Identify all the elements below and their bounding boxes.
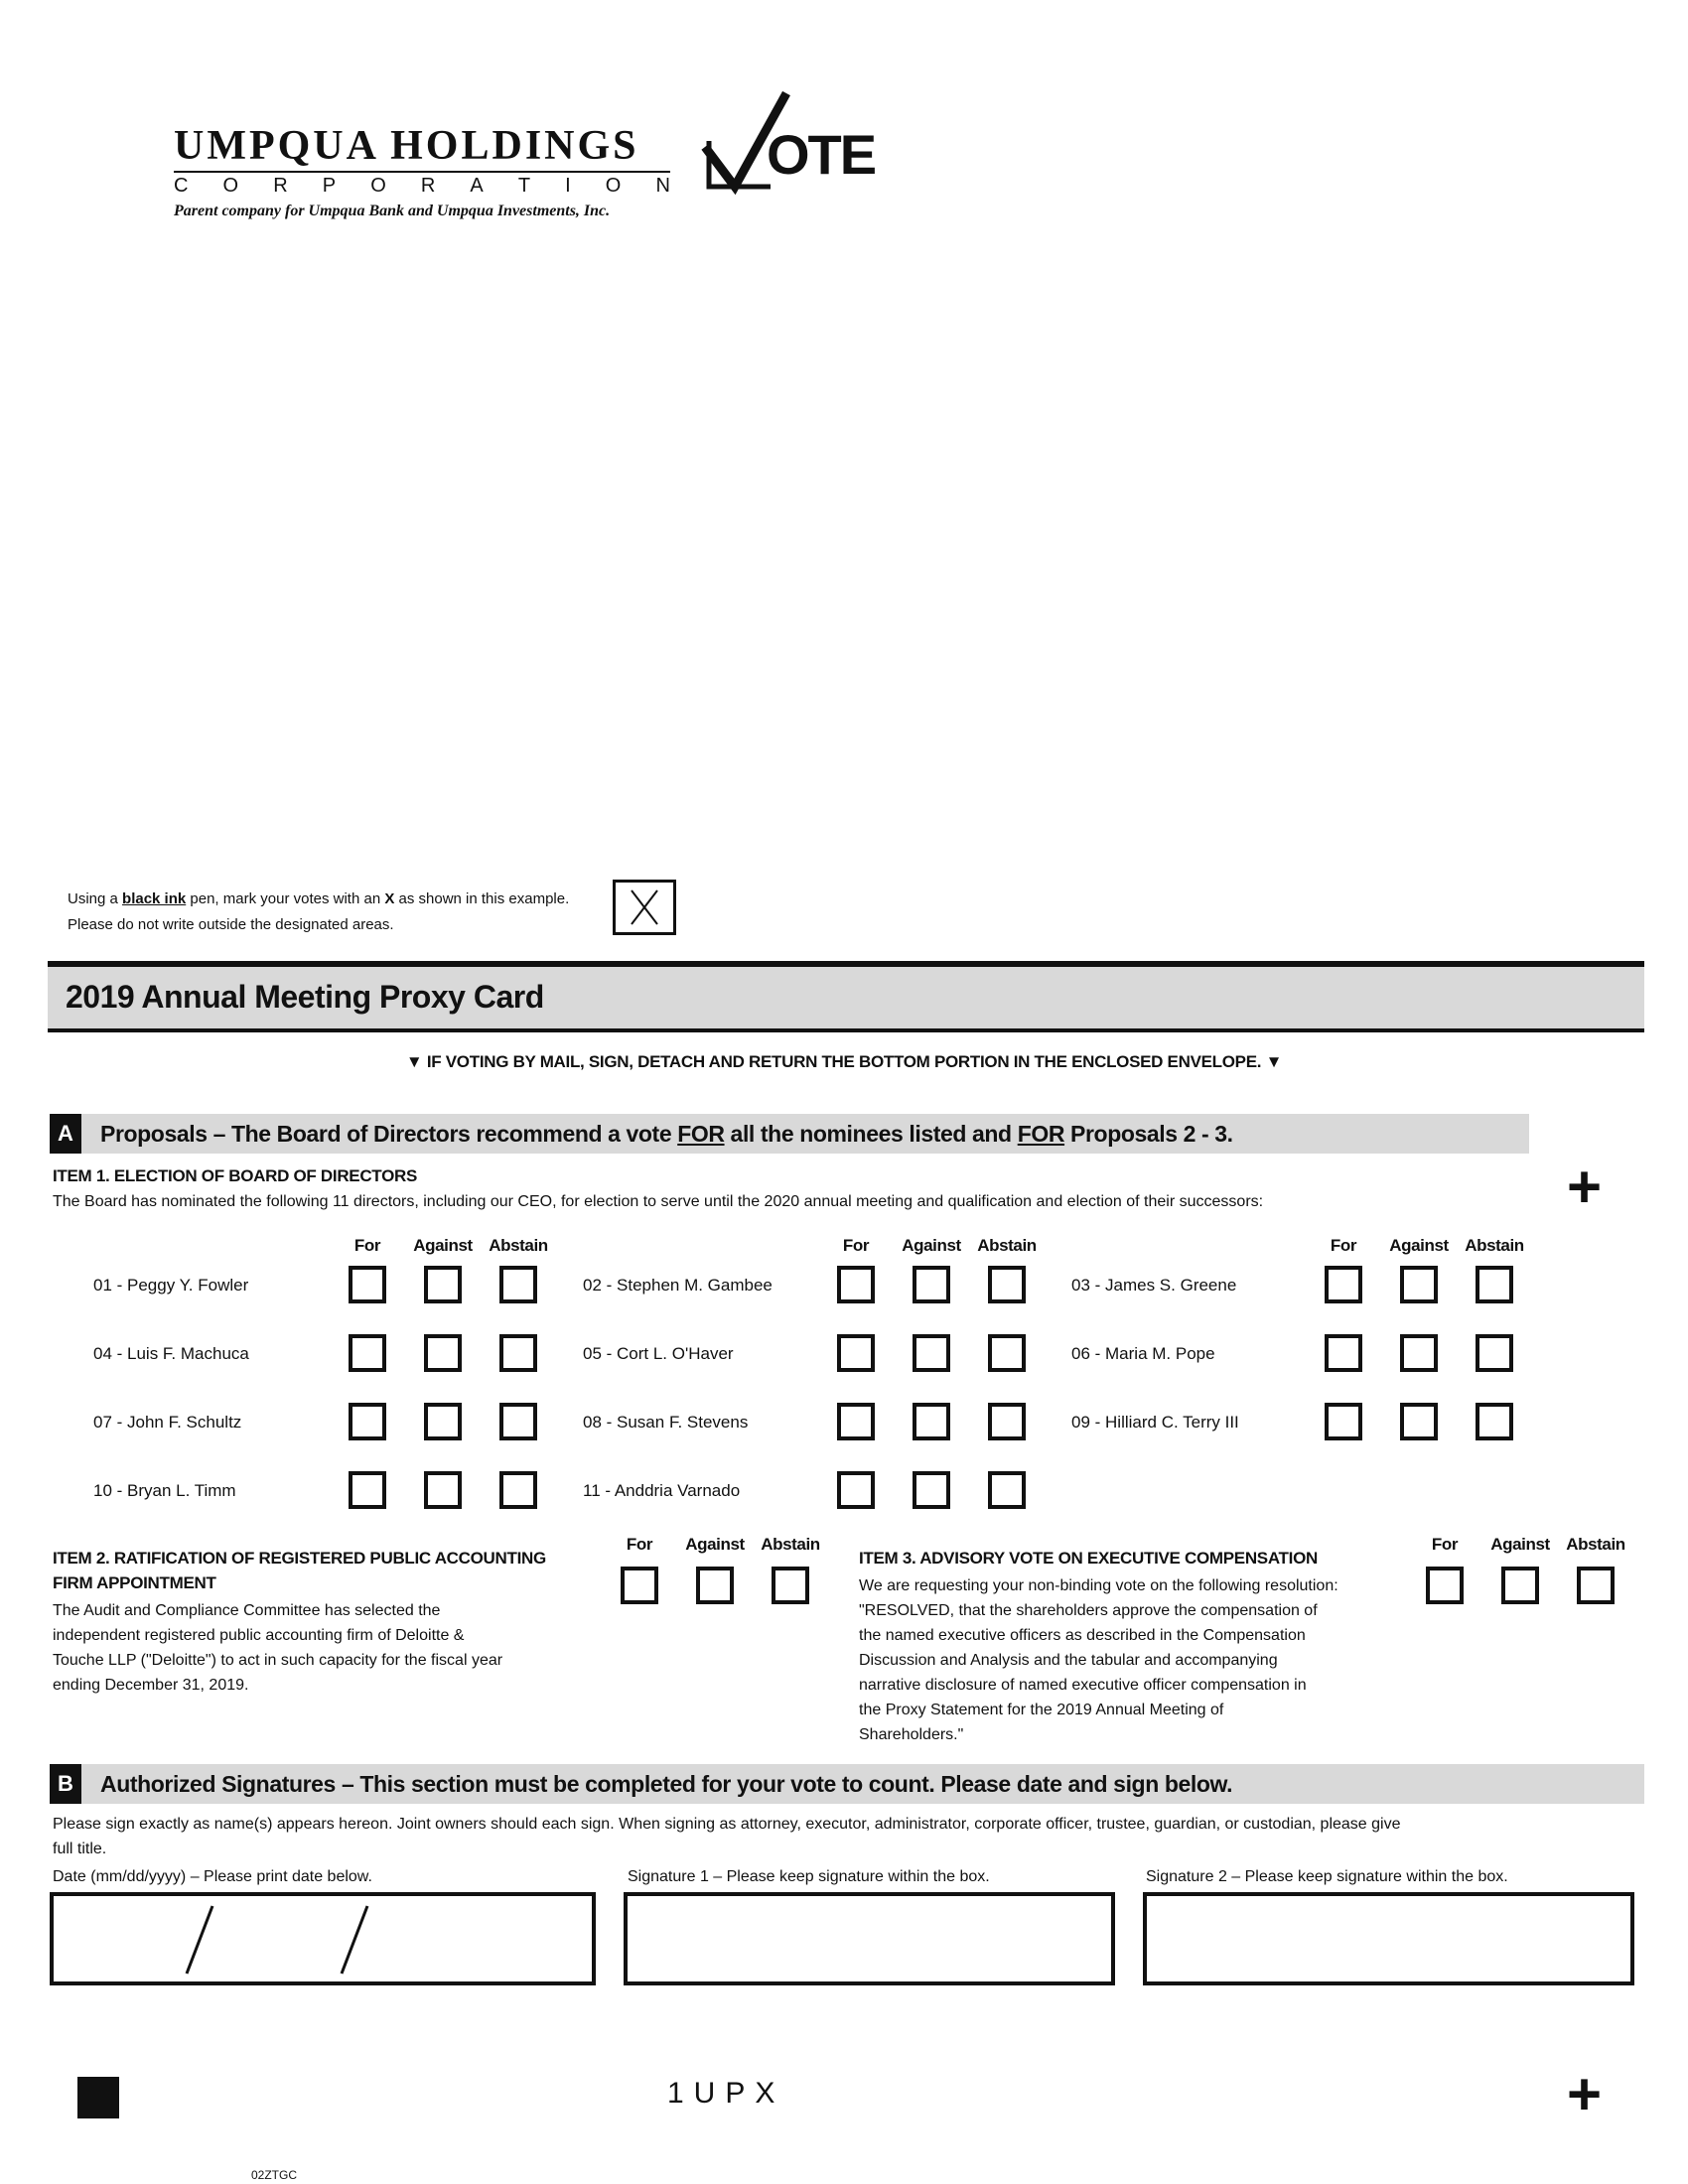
item2-abstain-header: Abstain	[761, 1535, 820, 1554]
nominee-name: 10 - Bryan L. Timm	[93, 1481, 236, 1500]
nominee-against-checkbox[interactable]	[424, 1403, 462, 1440]
nominee-abstain-checkbox[interactable]	[499, 1471, 537, 1509]
item3-line: Discussion and Analysis and the tabular and accompanying	[859, 1652, 1278, 1669]
sec-a-text: all the nominees listed and	[724, 1121, 1018, 1147]
title-bottom-rule	[48, 1028, 1644, 1032]
item2-line: independent registered public accounting firm of Deloitte &	[53, 1627, 465, 1644]
item2-line: ending December 31, 2019.	[53, 1677, 249, 1694]
nominee-for-checkbox[interactable]	[837, 1471, 875, 1509]
logo-tagline: Parent company for Umpqua Bank and Umpqua Investments, Inc.	[174, 203, 611, 219]
sec-a-text: Proposals – The Board of Directors recommend a vote	[100, 1121, 678, 1147]
nominee-abstain-checkbox[interactable]	[1476, 1403, 1513, 1440]
nominee-against-checkbox[interactable]	[913, 1266, 950, 1303]
nominee-abstain-checkbox[interactable]	[1476, 1266, 1513, 1303]
item3-against-header: Against	[1490, 1535, 1550, 1554]
instr-bold: black ink	[122, 890, 187, 907]
registration-square-mark	[77, 2077, 119, 2118]
logo-letter: R	[420, 175, 436, 197]
nominee-for-checkbox[interactable]	[349, 1403, 386, 1440]
signature1-field[interactable]	[624, 1892, 1115, 1985]
nominee-name: 11 - Anddria Varnado	[583, 1481, 741, 1500]
nominee-for-checkbox[interactable]	[837, 1266, 875, 1303]
nominee-name: 04 - Luis F. Machuca	[93, 1344, 249, 1363]
nominee-against-checkbox[interactable]	[424, 1471, 462, 1509]
instr-text: as shown in this example.	[394, 890, 570, 907]
nominee-name: 07 - John F. Schultz	[93, 1413, 242, 1432]
nominee-for-checkbox[interactable]	[837, 1403, 875, 1440]
logo-letter: A	[470, 175, 484, 197]
detach-note: ▼ IF VOTING BY MAIL, SIGN, DETACH AND RETURN THE BOTTOM PORTION IN THE ENCLOSED ENVELOPE. ▼	[405, 1052, 1283, 1071]
item2-heading-line1: ITEM 2. RATIFICATION OF REGISTERED PUBLIC ACCOUNTING	[53, 1549, 546, 1568]
nominee-abstain-checkbox[interactable]	[988, 1403, 1026, 1440]
item3-line: "RESOLVED, that the shareholders approve the compensation of	[859, 1602, 1318, 1619]
item3-line: the Proxy Statement for the 2019 Annual Meeting of	[859, 1702, 1224, 1718]
nominee-for-checkbox[interactable]	[1325, 1334, 1362, 1372]
nominee-against-checkbox[interactable]	[424, 1334, 462, 1372]
small-form-code: 02ZTGC	[251, 2168, 298, 2182]
item1-for-header: For	[1330, 1236, 1357, 1255]
item3-line: We are requesting your non-binding vote on the following resolution:	[859, 1577, 1338, 1594]
signature2-label: Signature 2 – Please keep signature within the box.	[1146, 1868, 1508, 1885]
example-mark-box	[613, 880, 676, 935]
item1-abstain-header: Abstain	[489, 1236, 548, 1255]
nominee-abstain-checkbox[interactable]	[499, 1266, 537, 1303]
item3-for-header: For	[1431, 1535, 1459, 1554]
company-logo-name: UMPQUA HOLDINGS	[174, 123, 639, 169]
nominee-name: 09 - Hilliard C. Terry III	[1071, 1413, 1239, 1432]
instr-text: pen, mark your votes with an	[186, 890, 385, 907]
item2-line: Touche LLP ("Deloitte") to act in such capacity for the fiscal year	[53, 1652, 503, 1669]
date-field[interactable]	[50, 1892, 596, 1985]
nominee-abstain-checkbox[interactable]	[499, 1403, 537, 1440]
item3-heading: ITEM 3. ADVISORY VOTE ON EXECUTIVE COMPENSATION	[859, 1549, 1318, 1568]
nominee-against-checkbox[interactable]	[1400, 1334, 1438, 1372]
logo-letter: N	[655, 175, 670, 197]
item1-heading: ITEM 1. ELECTION OF BOARD OF DIRECTORS	[53, 1166, 418, 1185]
item3-line: narrative disclosure of named executive officer compensation in	[859, 1677, 1307, 1694]
item2-against-checkbox[interactable]	[696, 1567, 734, 1604]
nominee-name: 08 - Susan F. Stevens	[583, 1413, 749, 1432]
item1-against-header: Against	[1389, 1236, 1449, 1255]
item1-abstain-header: Abstain	[1465, 1236, 1524, 1255]
logo-rule	[174, 171, 670, 173]
nominee-against-checkbox[interactable]	[913, 1471, 950, 1509]
logo-letter: T	[517, 175, 531, 197]
item1-for-header: For	[842, 1236, 870, 1255]
item2-for-header: For	[626, 1535, 653, 1554]
nominee-for-checkbox[interactable]	[837, 1334, 875, 1372]
item1-description: The Board has nominated the following 11 directors, including our CEO, for election to serve until the 2020 annual meeting and qualification and election of their successors:	[53, 1193, 1264, 1210]
item3-description	[859, 1573, 1338, 1747]
item2-against-header: Against	[685, 1535, 745, 1554]
logo-letter: O	[605, 175, 622, 197]
nominee-against-checkbox[interactable]	[1400, 1266, 1438, 1303]
nominee-for-checkbox[interactable]	[349, 1334, 386, 1372]
date-label: Date (mm/dd/yyyy) – Please print date below.	[53, 1868, 372, 1885]
x-mark-icon	[616, 883, 673, 932]
logo-letter: I	[565, 175, 571, 197]
item1-against-header: Against	[902, 1236, 961, 1255]
nominee-name: 01 - Peggy Y. Fowler	[93, 1276, 249, 1295]
item2-for-checkbox[interactable]	[621, 1567, 658, 1604]
nominee-against-checkbox[interactable]	[913, 1403, 950, 1440]
item1-abstain-header: Abstain	[977, 1236, 1037, 1255]
nominee-for-checkbox[interactable]	[349, 1471, 386, 1509]
item3-line: Shareholders."	[859, 1726, 964, 1743]
item3-against-checkbox[interactable]	[1501, 1567, 1539, 1604]
logo-letter: O	[370, 175, 386, 197]
section-a-letter: A	[50, 1114, 81, 1154]
marking-instructions	[68, 887, 569, 938]
logo-letter: C	[174, 175, 189, 197]
item3-abstain-header: Abstain	[1566, 1535, 1625, 1554]
item2-heading-line2: FIRM APPOINTMENT	[53, 1573, 216, 1592]
item1-for-header: For	[353, 1236, 381, 1255]
item3-line: the named executive officers as described in the Compensation	[859, 1627, 1306, 1644]
instr-line2: Please do not write outside the designated areas.	[68, 916, 394, 933]
instr-text: Using a	[68, 890, 123, 907]
registration-plus-mark: +	[1567, 1154, 1603, 1220]
nominee-for-checkbox[interactable]	[1325, 1403, 1362, 1440]
nominee-against-checkbox[interactable]	[913, 1334, 950, 1372]
nominee-for-checkbox[interactable]	[349, 1266, 386, 1303]
date-separators	[54, 1896, 592, 1981]
logo-corporation-word	[174, 175, 670, 197]
nominee-name: 02 - Stephen M. Gambee	[583, 1276, 773, 1295]
card-title: 2019 Annual Meeting Proxy Card	[66, 979, 544, 1015]
signature1-label: Signature 1 – Please keep signature within the box.	[628, 1868, 990, 1885]
vote-logo-text: OTE	[767, 123, 876, 186]
nominee-abstain-checkbox[interactable]	[988, 1471, 1026, 1509]
nominee-for-checkbox[interactable]	[1325, 1266, 1362, 1303]
section-b-letter: B	[50, 1764, 81, 1804]
nominee-abstain-checkbox[interactable]	[988, 1334, 1026, 1372]
sec-a-for: FOR	[677, 1121, 725, 1147]
sec-a-for: FOR	[1017, 1121, 1065, 1147]
nominee-name: 06 - Maria M. Pope	[1071, 1344, 1215, 1363]
nominee-against-checkbox[interactable]	[1400, 1403, 1438, 1440]
instr-x: X	[384, 890, 395, 907]
nominee-name: 05 - Cort L. O'Haver	[583, 1344, 734, 1363]
item3-for-checkbox[interactable]	[1426, 1567, 1464, 1604]
item3-abstain-checkbox[interactable]	[1577, 1567, 1615, 1604]
signature2-field[interactable]	[1143, 1892, 1634, 1985]
bottom-plus-mark: +	[1567, 2061, 1603, 2127]
sec-a-text: Proposals 2 - 3.	[1064, 1121, 1233, 1147]
nominee-abstain-checkbox[interactable]	[499, 1334, 537, 1372]
section-a-title	[100, 1114, 1233, 1154]
item1-against-header: Against	[413, 1236, 473, 1255]
item2-line: The Audit and Compliance Committee has selected the	[53, 1602, 441, 1619]
nominee-abstain-checkbox[interactable]	[988, 1266, 1026, 1303]
nominee-name: 03 - James S. Greene	[1071, 1276, 1237, 1295]
form-code: 1UPX	[667, 2077, 785, 2110]
nominee-against-checkbox[interactable]	[424, 1266, 462, 1303]
logo-letter: O	[222, 175, 239, 197]
signature-instructions-line2: full title.	[53, 1841, 107, 1857]
nominee-abstain-checkbox[interactable]	[1476, 1334, 1513, 1372]
signature-instructions-line1: Please sign exactly as name(s) appears hereon. Joint owners should each sign. When signing as attorney, executor, administrator, corporate officer, trustee, guardian, or custodian, please give	[53, 1816, 1401, 1833]
item2-description	[53, 1598, 502, 1698]
logo-letter: R	[273, 175, 288, 197]
item2-abstain-checkbox[interactable]	[772, 1567, 809, 1604]
section-b-title: Authorized Signatures – This section must be completed for your vote to count. Please date and sign below.	[100, 1771, 1233, 1797]
logo-letter: P	[322, 175, 337, 197]
